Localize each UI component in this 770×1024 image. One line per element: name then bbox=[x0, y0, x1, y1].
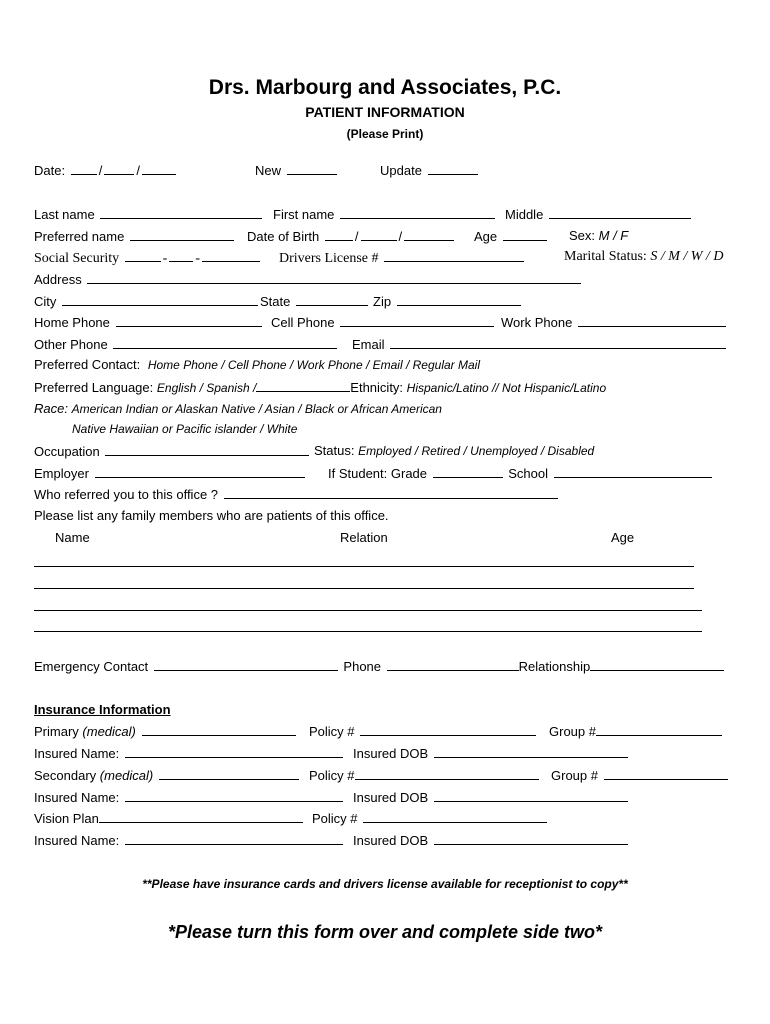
insured-dob-1-group bbox=[353, 745, 630, 762]
insured-dob-1-label: Insured DOB bbox=[353, 746, 429, 761]
other-phone-label: Other Phone bbox=[34, 337, 108, 352]
primary-field[interactable] bbox=[142, 723, 296, 736]
date-year-field[interactable] bbox=[142, 162, 176, 175]
drivers-license-label: Drivers License # bbox=[279, 251, 379, 266]
new-row bbox=[255, 162, 339, 179]
preferred-name-group bbox=[34, 228, 236, 245]
last-name-field[interactable] bbox=[100, 206, 262, 219]
vision-policy-field[interactable] bbox=[363, 810, 547, 823]
status-group bbox=[314, 443, 594, 459]
primary-policy-group bbox=[309, 723, 538, 740]
last-name-group bbox=[34, 206, 264, 223]
vision-plan-group bbox=[34, 810, 305, 827]
student-group bbox=[328, 465, 714, 482]
city-field[interactable] bbox=[62, 293, 258, 306]
insured-name-1-label: Insured Name: bbox=[34, 746, 120, 761]
state-field[interactable] bbox=[296, 293, 368, 306]
referred-label: Who referred you to this office ? bbox=[34, 487, 219, 502]
primary-policy-label: Policy # bbox=[309, 724, 355, 739]
dob-label: Date of Birth bbox=[247, 229, 320, 244]
turn-over-note: *Please turn this form over and complete side two* bbox=[167, 922, 603, 942]
middle-field[interactable] bbox=[549, 206, 691, 219]
language-other-field[interactable] bbox=[256, 379, 350, 392]
preferred-name-label: Preferred name bbox=[34, 229, 125, 244]
email-group bbox=[352, 336, 728, 353]
zip-label: Zip bbox=[373, 294, 392, 309]
secondary-field[interactable] bbox=[159, 767, 299, 780]
race-label: Race: bbox=[34, 401, 68, 416]
insured-dob-2-field[interactable] bbox=[434, 789, 628, 802]
family-line-4[interactable] bbox=[34, 631, 702, 632]
insured-name-3-group bbox=[34, 832, 345, 849]
address-group bbox=[34, 271, 583, 288]
form-title: Drs. Marbourg and Associates, P.C. bbox=[208, 76, 562, 99]
address-field[interactable] bbox=[87, 271, 581, 284]
primary-policy-field[interactable] bbox=[360, 723, 536, 736]
ssn-dash: - bbox=[162, 251, 168, 266]
preferred-contact-group bbox=[34, 357, 480, 373]
emergency-phone-label: Phone bbox=[343, 659, 382, 674]
family-line-3[interactable] bbox=[34, 610, 702, 611]
work-phone-group bbox=[501, 314, 728, 331]
insured-name-2-field[interactable] bbox=[125, 789, 343, 802]
date-slash: / bbox=[98, 163, 103, 178]
employer-field[interactable] bbox=[95, 465, 305, 478]
first-name-label: First name bbox=[273, 207, 335, 222]
primary-insurance-group bbox=[34, 723, 298, 740]
insurance-cards-note: **Please have insurance cards and drivers license available for receptionist to copy** bbox=[142, 877, 628, 891]
email-field[interactable] bbox=[390, 336, 726, 349]
new-field[interactable] bbox=[287, 162, 337, 175]
emergency-contact-label: Emergency Contact bbox=[34, 659, 149, 674]
family-col-age: Age bbox=[611, 530, 635, 545]
secondary-group-field[interactable] bbox=[604, 767, 728, 780]
employer-group bbox=[34, 465, 307, 482]
new-label: New bbox=[255, 163, 282, 178]
primary-label: Primary bbox=[34, 724, 79, 739]
city-group bbox=[34, 293, 260, 310]
race-group-2 bbox=[72, 421, 297, 437]
insured-dob-3-field[interactable] bbox=[434, 832, 628, 845]
drivers-license-group bbox=[279, 249, 526, 267]
marital-options[interactable]: S / M / W / D bbox=[650, 249, 724, 264]
primary-group-label: Group # bbox=[549, 724, 596, 739]
school-field[interactable] bbox=[554, 465, 712, 478]
update-field[interactable] bbox=[428, 162, 478, 175]
update-row bbox=[380, 162, 480, 179]
age-label: Age bbox=[474, 229, 498, 244]
marital-label: Marital Status: bbox=[564, 249, 647, 264]
status-options[interactable]: Employed / Retired / Unemployed / Disabled bbox=[358, 444, 595, 458]
occupation-field[interactable] bbox=[105, 443, 309, 456]
ssn-group bbox=[34, 249, 262, 267]
ssn-part3-field[interactable] bbox=[202, 249, 260, 262]
race-options-2[interactable]: Native Hawaiian or Pacific islander / White bbox=[72, 422, 298, 436]
secondary-insurance-group bbox=[34, 767, 301, 784]
family-col-name: Name bbox=[55, 530, 90, 545]
other-phone-group bbox=[34, 336, 339, 353]
dob-month-field[interactable] bbox=[325, 228, 353, 241]
marital-group bbox=[564, 249, 723, 265]
drivers-license-field[interactable] bbox=[384, 249, 524, 262]
ssn-dash: - bbox=[195, 251, 200, 266]
family-col-relation: Relation bbox=[340, 530, 388, 545]
emergency-contact-group bbox=[34, 658, 726, 675]
home-phone-field[interactable] bbox=[116, 314, 262, 327]
first-name-group bbox=[273, 206, 497, 223]
status-label: Status: bbox=[314, 443, 355, 458]
insured-name-3-label: Insured Name: bbox=[34, 833, 120, 848]
secondary-group-group bbox=[551, 767, 730, 784]
ethnicity-label: Ethnicity: bbox=[350, 380, 404, 395]
primary-group-field[interactable] bbox=[596, 723, 722, 736]
vision-policy-group bbox=[312, 810, 549, 827]
vision-plan-field[interactable] bbox=[99, 810, 303, 823]
referred-group bbox=[34, 486, 560, 503]
insured-name-2-group bbox=[34, 789, 345, 806]
school-label: School bbox=[508, 466, 549, 481]
insured-name-2-label: Insured Name: bbox=[34, 790, 120, 805]
preferred-language-group bbox=[34, 379, 606, 396]
secondary-policy-label: Policy # bbox=[309, 768, 355, 783]
vision-policy-label: Policy # bbox=[312, 811, 358, 826]
sex-options[interactable]: M / F bbox=[598, 228, 629, 243]
address-label: Address bbox=[34, 272, 82, 287]
sex-label: Sex: bbox=[569, 228, 596, 243]
age-field[interactable] bbox=[503, 228, 547, 241]
dob-group bbox=[247, 228, 456, 245]
referred-field[interactable] bbox=[224, 486, 558, 499]
secondary-policy-group bbox=[309, 767, 541, 784]
date-day-field[interactable] bbox=[104, 162, 134, 175]
employer-label: Employer bbox=[34, 466, 89, 481]
relationship-label: Relationship bbox=[518, 659, 591, 674]
dob-year-field[interactable] bbox=[404, 228, 454, 241]
sex-group bbox=[569, 228, 628, 244]
primary-group-group bbox=[549, 723, 724, 740]
state-label: State bbox=[260, 294, 291, 309]
occupation-group bbox=[34, 443, 311, 460]
home-phone-label: Home Phone bbox=[34, 315, 110, 330]
insured-dob-2-group bbox=[353, 789, 630, 806]
middle-group bbox=[505, 206, 693, 223]
primary-medical-label: (medical) bbox=[82, 724, 136, 739]
preferred-contact-label: Preferred Contact: bbox=[34, 357, 141, 372]
insured-name-3-field[interactable] bbox=[125, 832, 343, 845]
student-grade-label: If Student: Grade bbox=[328, 466, 428, 481]
ssn-label: Social Security bbox=[34, 251, 120, 266]
work-phone-label: Work Phone bbox=[501, 315, 573, 330]
insured-dob-1-field[interactable] bbox=[434, 745, 628, 758]
insurance-heading: Insurance Information bbox=[34, 702, 171, 717]
work-phone-field[interactable] bbox=[578, 314, 726, 327]
emergency-phone-field[interactable] bbox=[387, 658, 519, 671]
secondary-group-label: Group # bbox=[551, 768, 598, 783]
age-group bbox=[474, 228, 549, 245]
last-name-label: Last name bbox=[34, 207, 95, 222]
home-phone-group bbox=[34, 314, 264, 331]
language-options[interactable]: English / Spanish / bbox=[156, 381, 257, 395]
cell-phone-field[interactable] bbox=[340, 314, 494, 327]
family-line-2[interactable] bbox=[34, 588, 694, 589]
insured-dob-3-group bbox=[353, 832, 630, 849]
first-name-field[interactable] bbox=[340, 206, 495, 219]
secondary-label: Secondary bbox=[34, 768, 97, 783]
insured-dob-3-label: Insured DOB bbox=[353, 833, 429, 848]
form-subtitle: PATIENT INFORMATION bbox=[305, 104, 465, 120]
dob-day-field[interactable] bbox=[361, 228, 397, 241]
state-group bbox=[260, 293, 370, 310]
family-line-1[interactable] bbox=[34, 566, 694, 567]
emergency-contact-field[interactable] bbox=[154, 658, 338, 671]
occupation-label: Occupation bbox=[34, 444, 100, 459]
preferred-contact-options[interactable]: Home Phone / Cell Phone / Work Phone / Email / Regular Mail bbox=[147, 358, 480, 372]
secondary-medical-label: (medical) bbox=[99, 768, 154, 783]
cell-phone-label: Cell Phone bbox=[271, 315, 335, 330]
ethnicity-options[interactable]: Hispanic/Latino // Not Hispanic/Latino bbox=[406, 381, 607, 395]
race-options-1[interactable]: American Indian or Alaskan Native / Asian / Black or African American bbox=[71, 402, 442, 416]
middle-label: Middle bbox=[505, 207, 544, 222]
city-label: City bbox=[34, 294, 57, 309]
date-row bbox=[34, 162, 178, 179]
update-label: Update bbox=[380, 163, 422, 178]
race-group bbox=[34, 401, 442, 417]
preferred-name-field[interactable] bbox=[130, 228, 234, 241]
ssn-part2-field[interactable] bbox=[169, 249, 193, 262]
secondary-policy-field[interactable] bbox=[355, 767, 539, 780]
insured-dob-2-label: Insured DOB bbox=[353, 790, 429, 805]
family-prompt: Please list any family members who are patients of this office. bbox=[34, 508, 389, 523]
date-month-field[interactable] bbox=[71, 162, 97, 175]
zip-field[interactable] bbox=[397, 293, 521, 306]
date-label: Date: bbox=[34, 163, 66, 178]
insured-name-1-field[interactable] bbox=[125, 745, 343, 758]
relationship-field[interactable] bbox=[590, 658, 724, 671]
date-slash: / bbox=[136, 163, 140, 178]
ssn-part1-field[interactable] bbox=[125, 249, 161, 262]
vision-plan-label: Vision Plan bbox=[34, 811, 99, 826]
cell-phone-group bbox=[271, 314, 496, 331]
dob-slash: / bbox=[398, 229, 403, 244]
zip-group bbox=[373, 293, 523, 310]
email-label: Email bbox=[352, 337, 385, 352]
other-phone-field[interactable] bbox=[113, 336, 337, 349]
preferred-language-label: Preferred Language: bbox=[34, 380, 154, 395]
insured-name-1-group bbox=[34, 745, 345, 762]
student-grade-field[interactable] bbox=[433, 465, 503, 478]
dob-slash: / bbox=[354, 229, 359, 244]
print-note: (Please Print) bbox=[346, 127, 424, 141]
